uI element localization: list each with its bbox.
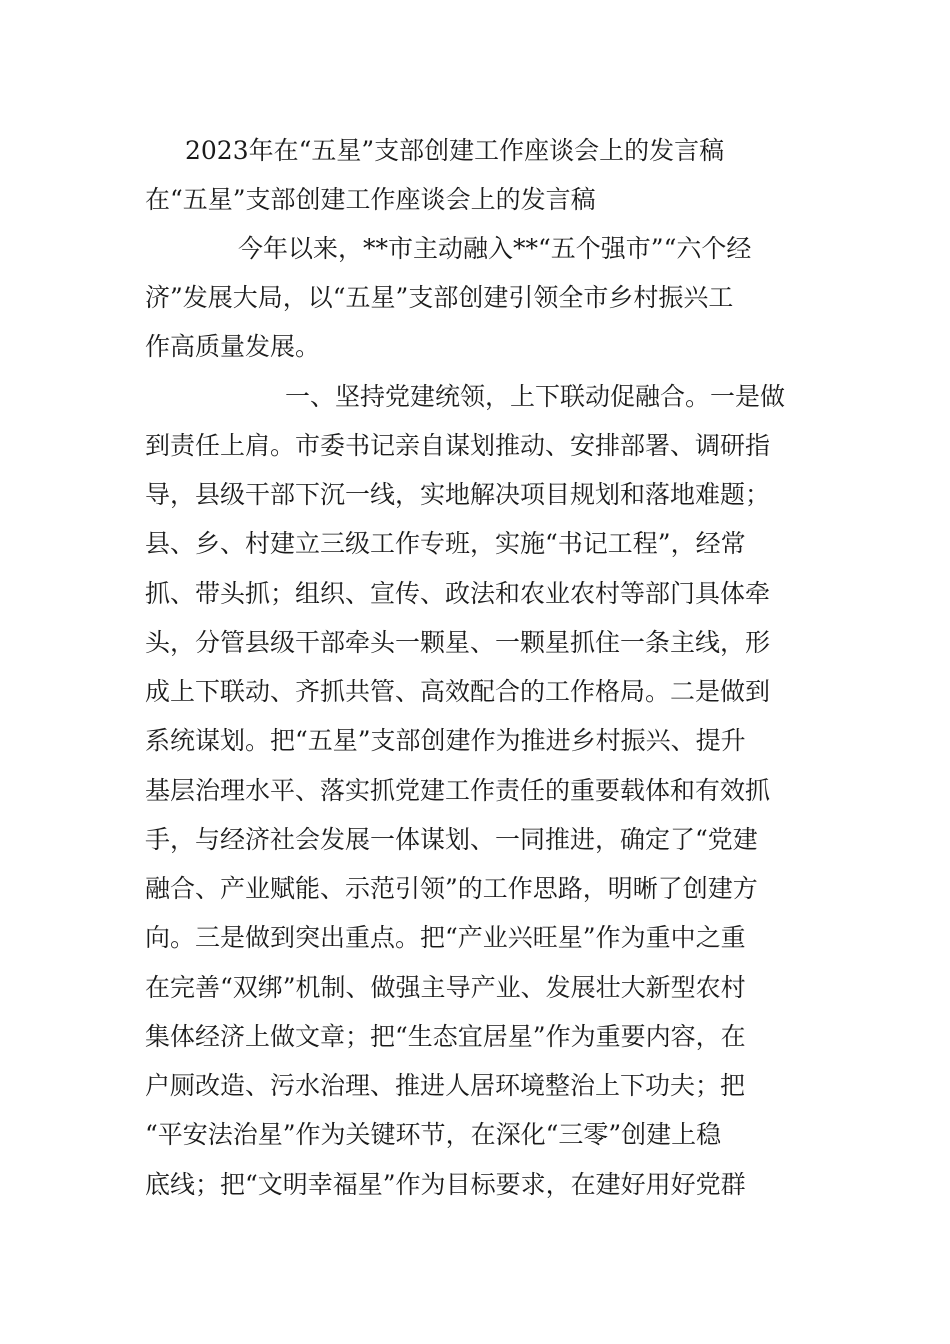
body-line: 向。三是做到突出重点。把“产业兴旺星”作为重中之重	[145, 923, 746, 952]
body-line: 融合、产业赋能、示范引领”的工作思路，明晰了创建方	[145, 874, 758, 903]
intro-line: 济”发展大局，以“五星”支部创建引领全市乡村振兴工	[145, 283, 734, 312]
body-line: 在完善“双绑”机制、做强主导产业、发展壮大新型农村	[145, 973, 746, 1002]
body-line: 系统谋划。把“五星”支部创建作为推进乡村振兴、提升	[145, 726, 746, 755]
body-line: 户厕改造、污水治理、推进人居环境整治上下功夫；把	[145, 1071, 746, 1100]
body-line: 到责任上肩。市委书记亲自谋划推动、安排部署、调研指	[145, 431, 771, 460]
body-line: 头，分管县级干部牵头一颗星、一颗星抓住一条主线，形	[145, 628, 771, 657]
document-title: 2023年在“五星”支部创建工作座谈会上的发言稿	[185, 136, 725, 165]
body-line: 手，与经济社会发展一体谋划、一同推进，确定了“党建	[145, 825, 758, 854]
body-line: 底线；把“文明幸福星”作为目标要求，在建好用好党群	[145, 1170, 746, 1199]
body-line: “平安法治星”作为关键环节，在深化“三零”创建上稳	[145, 1120, 722, 1149]
body-line: 一、坚持党建统领，上下联动促融合。一是做	[285, 382, 786, 411]
body-line: 抓、带头抓；组织、宣传、政法和农业农村等部门具体牵	[145, 579, 771, 608]
document-subtitle: 在“五星”支部创建工作座谈会上的发言稿	[145, 185, 596, 214]
body-line: 集体经济上做文章；把“生态宜居星”作为重要内容，在	[145, 1022, 746, 1051]
intro-line: 作高质量发展。	[145, 332, 321, 361]
body-line: 导，县级干部下沉一线，实地解决项目规划和落地难题；	[145, 480, 771, 509]
body-line: 成上下联动、齐抓共管、高效配合的工作格局。二是做到	[145, 677, 771, 706]
body-line: 基层治理水平、落实抓党建工作责任的重要载体和有效抓	[145, 776, 771, 805]
body-line: 县、乡、村建立三级工作专班，实施“书记工程”，经常	[145, 529, 746, 558]
intro-line: 今年以来，**市主动融入**“五个强市”“六个经	[238, 234, 752, 263]
